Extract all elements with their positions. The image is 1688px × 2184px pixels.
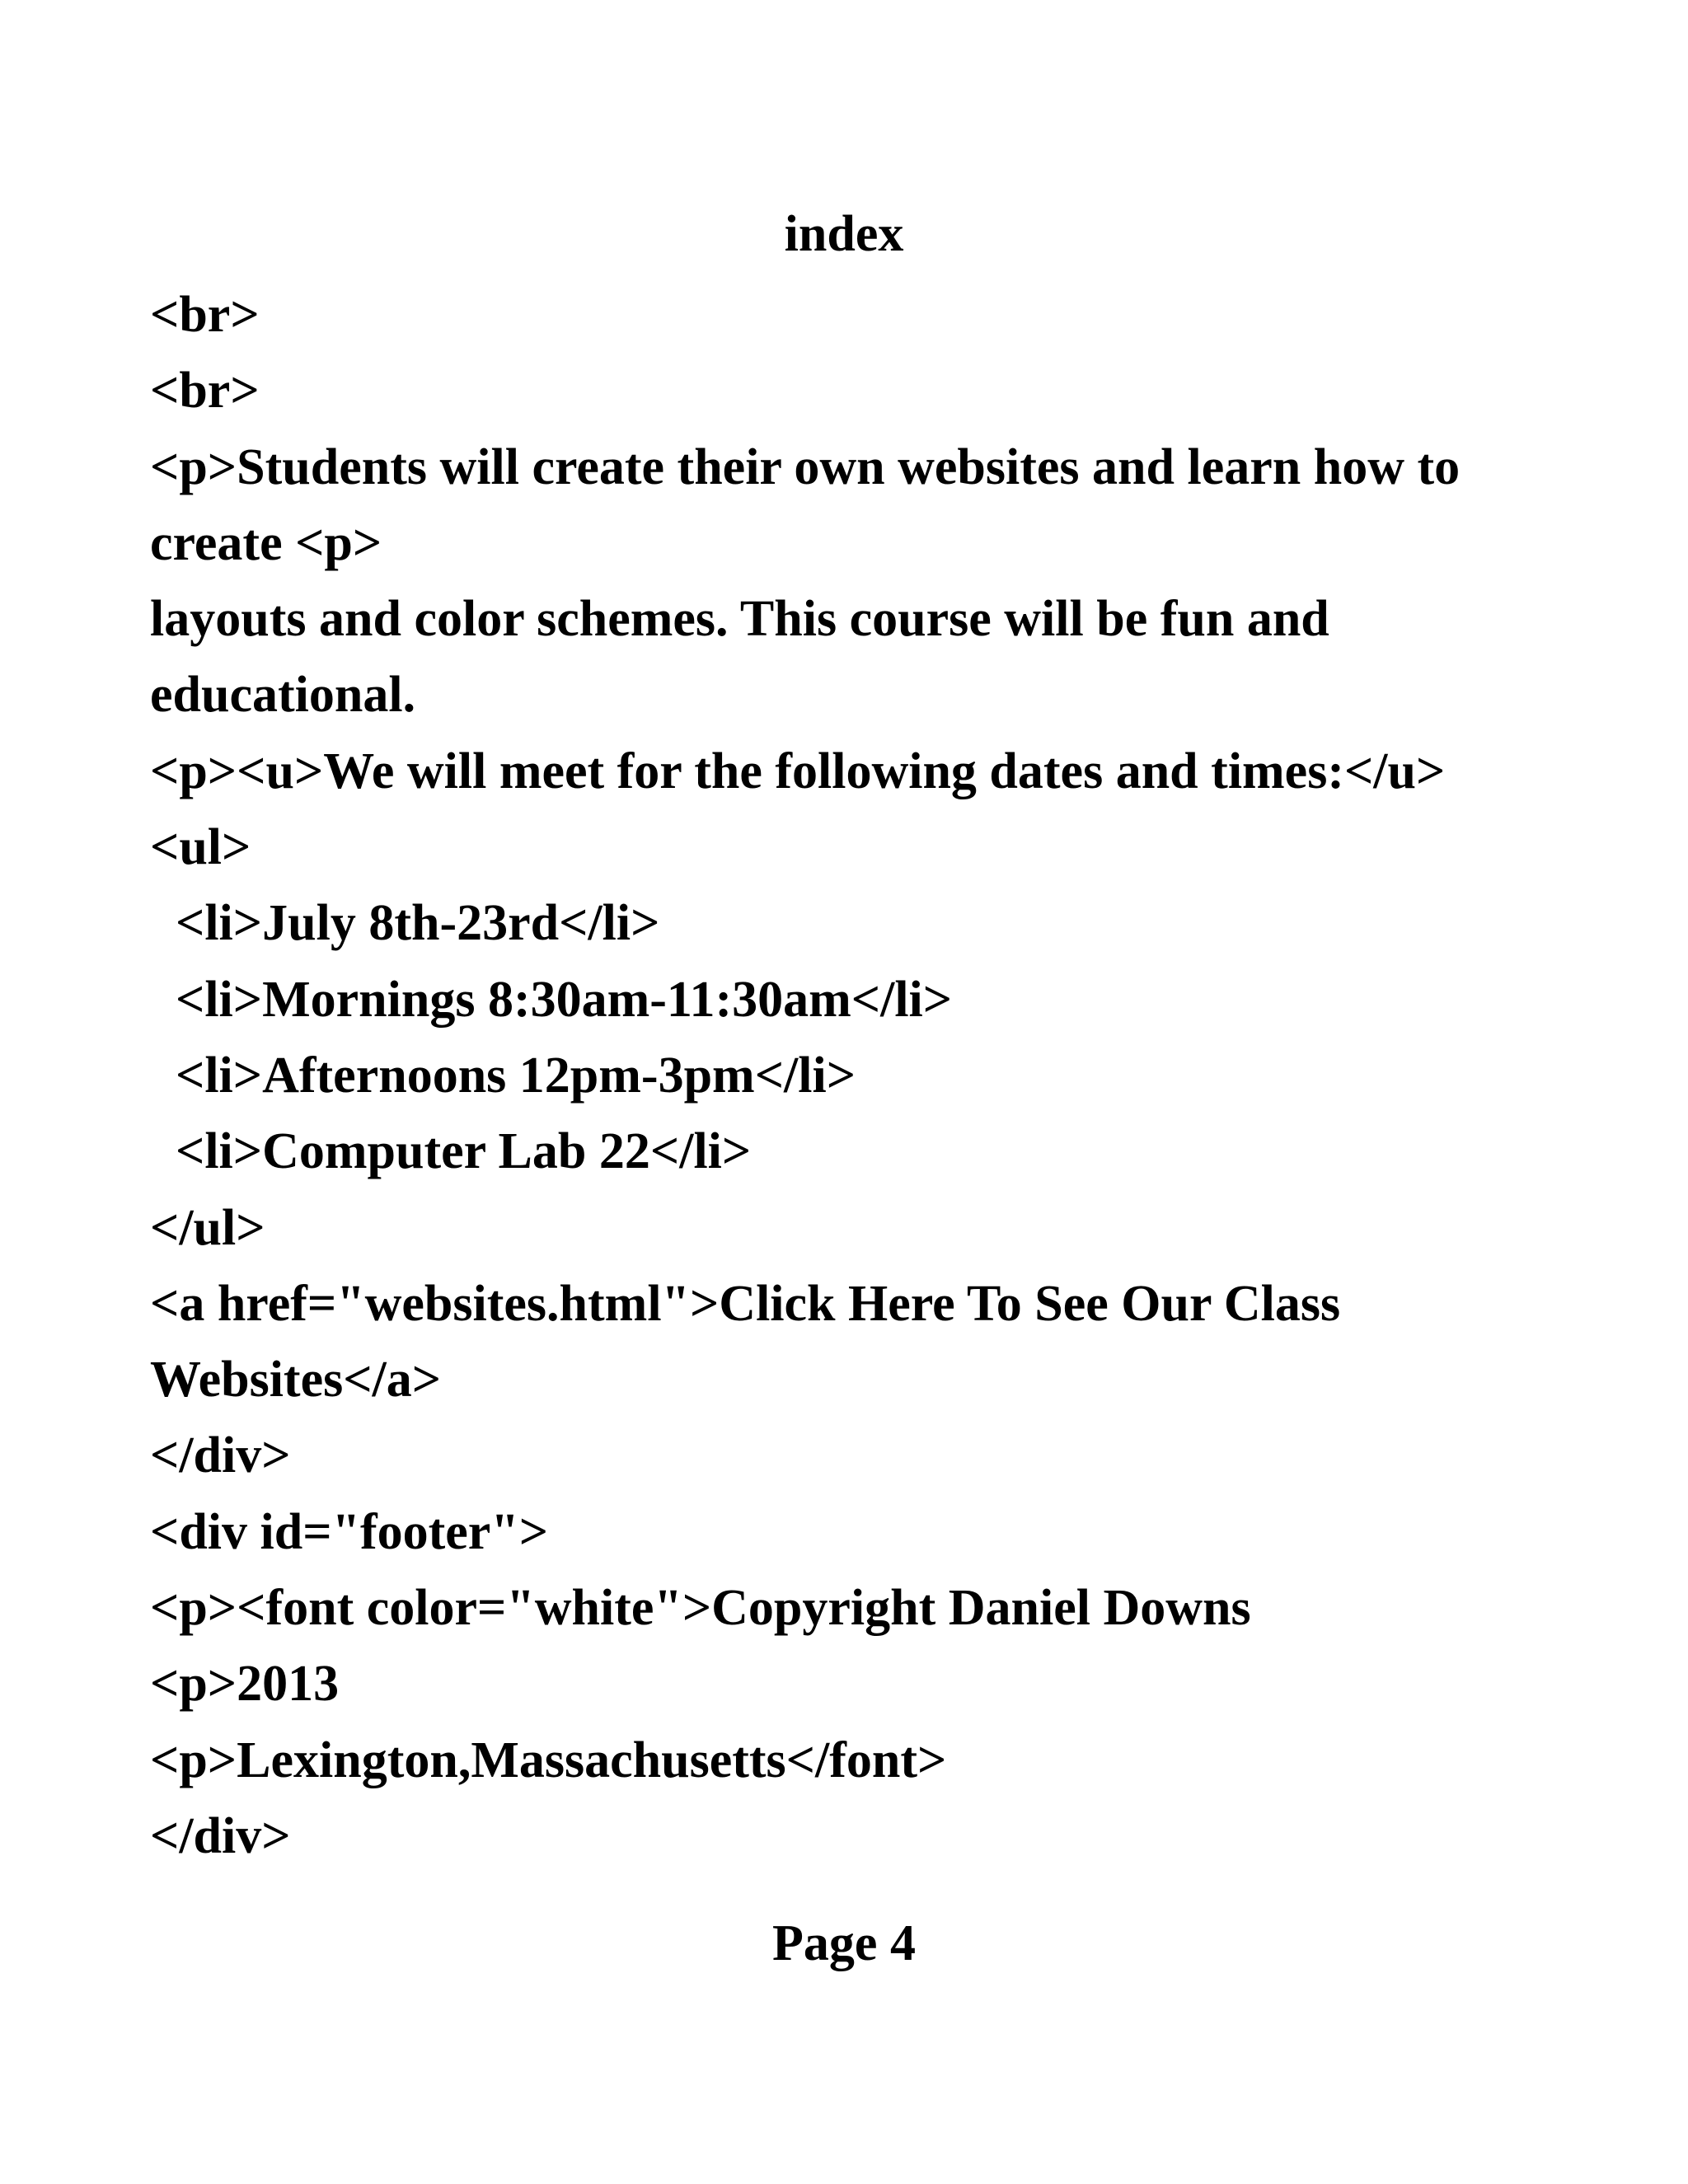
code-line: <p><font color="white">Copyright Daniel Downs: [150, 1580, 1251, 1637]
code-line: <br>: [150, 287, 260, 343]
code-line: </ul>: [150, 1199, 265, 1256]
code-line: <p>Lexington,Massachusetts</font>: [150, 1732, 947, 1788]
code-line: <p>2013: [150, 1656, 340, 1713]
code-line: create <p>: [150, 514, 382, 571]
code-listing: [150, 277, 1592, 1874]
code-line: <br>: [150, 363, 260, 419]
code-line: <li>Mornings 8:30am-11:30am</li>: [150, 971, 953, 1028]
code-line: <p><u>We will meet for the following dates and times:</u>: [150, 743, 1446, 799]
page-number: Page 4: [772, 1915, 916, 1971]
code-line: <a href="websites.html">Click Here To See Our Class: [150, 1275, 1341, 1332]
code-line: <li>Computer Lab 22</li>: [150, 1123, 752, 1180]
code-line: <li>July 8th-23rd</li>: [150, 895, 660, 952]
code-line: <p>Students will create their own websites and learn how to: [150, 438, 1461, 495]
code-line: </div>: [150, 1427, 291, 1484]
page-title: index: [784, 206, 904, 262]
code-line: educational.: [150, 667, 416, 724]
code-line: <div id="footer">: [150, 1503, 549, 1560]
code-line: <li>Afternoons 12pm-3pm</li>: [150, 1047, 856, 1104]
code-line: layouts and color schemes. This course will be fun and: [150, 591, 1329, 648]
code-line: Websites</a>: [150, 1352, 442, 1408]
code-line: </div>: [150, 1807, 291, 1864]
code-line: <ul>: [150, 819, 251, 876]
